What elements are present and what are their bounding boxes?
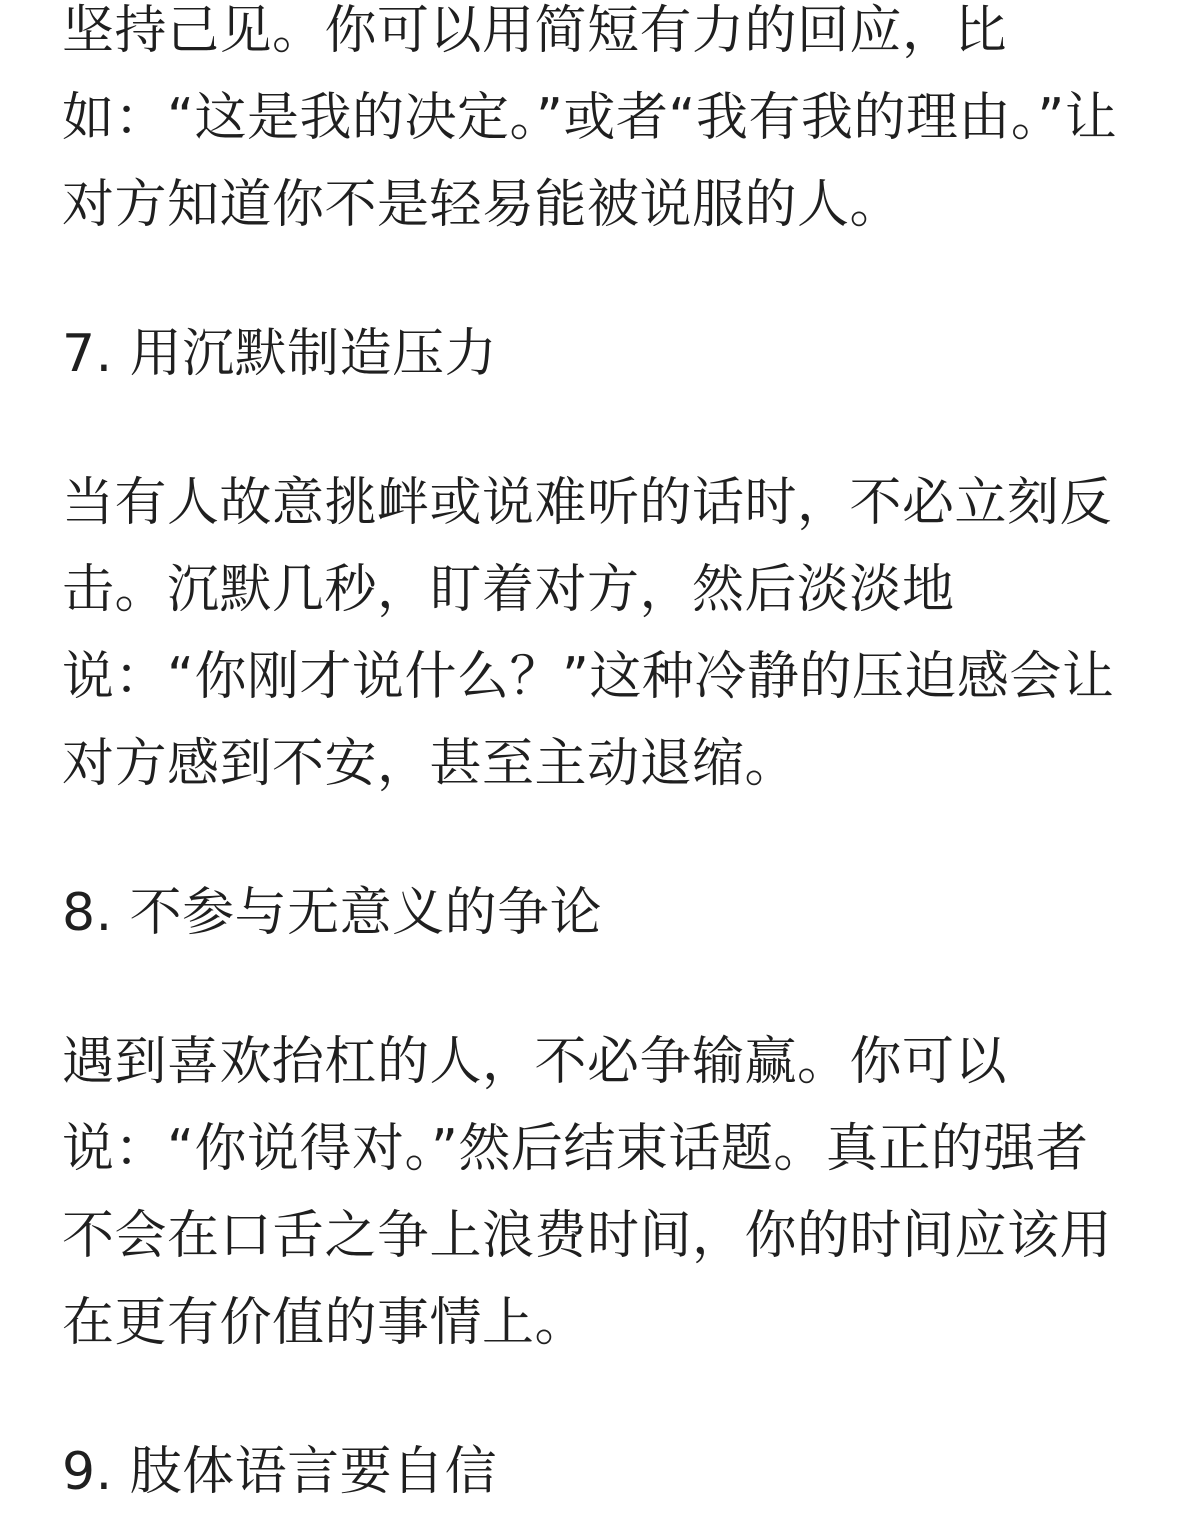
spacer [62,808,1122,870]
article-body [62,0,1122,1516]
spacer [62,249,1122,311]
section-heading-9: 9. 肢体语言要自信 [62,1442,498,1502]
paragraph-top: 坚持己见。你可以用简短有力的回应，比如：“这是我的决定。”或者“我有我的理由。”让对方知道你不是轻易能被说服的人。 [62,1,1118,235]
spacer [62,957,1122,1019]
section-heading-7: 7. 用沉默制造压力 [62,324,498,384]
spacer [62,1367,1122,1429]
spacer [62,398,1122,460]
paragraph-8: 遇到喜欢抬杠的人，不必争输赢。你可以说：“你说得对。”然后结束话题。真正的强者不会在口舌之争上浪费时间，你的时间应该用在更有价值的事情上。 [62,1032,1113,1353]
paragraph-7: 当有人故意挑衅或说难听的话时，不必立刻反击。沉默几秒，盯着对方，然后淡淡地说：“你刚才说什么？”这种冷静的压迫感会让对方感到不安，甚至主动退缩。 [62,473,1115,794]
section-heading-8: 8. 不参与无意义的争论 [62,883,603,943]
